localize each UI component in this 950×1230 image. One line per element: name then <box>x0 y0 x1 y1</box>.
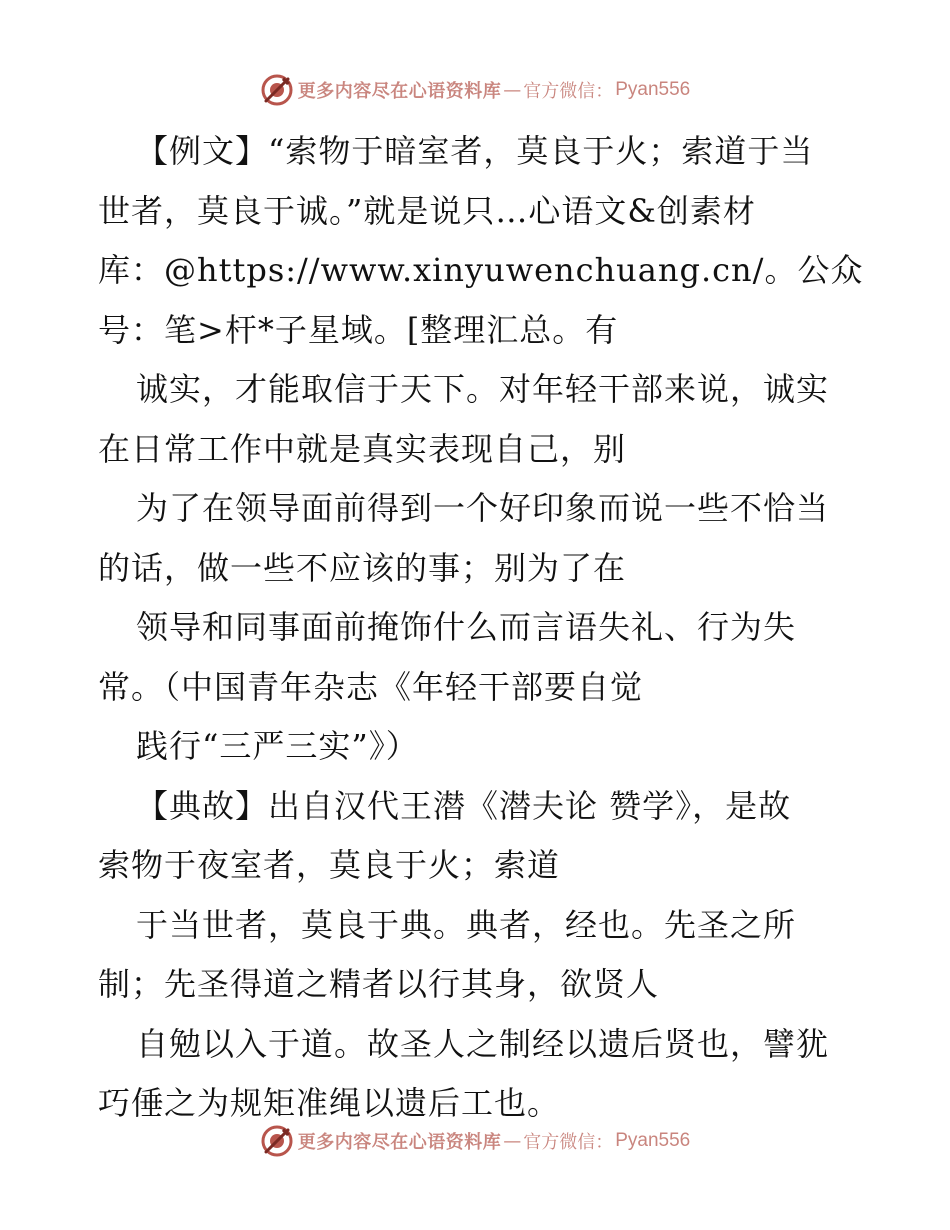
text-line: 巧倕之为规矩准绳以遗后工也。 <box>98 1084 561 1122</box>
text-line: 库：@https://www.xinyuwenchuang.cn/。公众 <box>98 251 864 289</box>
banner-text: 更多内容尽在心语资料库 <box>297 1132 502 1153</box>
banner-text: 更多内容尽在心语资料库 <box>297 81 502 102</box>
text-line: 诚实，才能取信于天下。对年轻干部来说，诚实 <box>136 370 830 408</box>
text-line: 为了在领导面前得到一个好印象而说一些不恰当 <box>136 489 830 527</box>
pen-logo-icon <box>260 1124 294 1158</box>
document-body <box>98 122 864 1134</box>
banner-wechat-id: Pyan556 <box>615 79 691 100</box>
banner-wechat-label: 官方微信： <box>523 81 614 102</box>
text-line: 世者，莫良于诚。”就是说只…心语文&创素材 <box>98 191 756 230</box>
text-line: 索物于夜室者，莫良于火；索道 <box>98 846 561 884</box>
text-line: 号：笔>杆*子星域。[整理汇总。有 <box>98 310 619 349</box>
pen-logo-icon <box>260 73 294 107</box>
footer-banner <box>0 1121 950 1161</box>
text-line: 自勉以入于道。故圣人之制经以遗后贤也，譬犹 <box>136 1024 830 1063</box>
text-line: 【例文】“索物于暗室者，莫良于火；索道于当 <box>136 132 814 170</box>
banner-wechat-label: 官方微信： <box>523 1132 614 1153</box>
text-line: 的话，做一些不应该的事；别为了在 <box>98 548 627 587</box>
text-line: 制；先圣得道之精者以行其身，欲贤人 <box>98 965 660 1003</box>
text-line: 领导和同事面前掩饰什么而言语失礼、行为失 <box>136 608 797 646</box>
header-banner <box>0 70 950 110</box>
banner-wechat-id: Pyan556 <box>615 1130 691 1151</box>
banner-separator: — <box>503 79 522 101</box>
text-line: 在日常工作中就是真实表现自己，别 <box>98 429 627 468</box>
text-line: 践行“三严三实”》） <box>136 727 419 765</box>
text-line: 常。（中国青年杂志《年轻干部要自觉 <box>98 667 644 706</box>
text-line: 于当世者，莫良于典。典者，经也。先圣之所 <box>136 905 797 944</box>
banner-separator: — <box>503 1130 522 1152</box>
text-line: 【典故】出自汉代王潜《潜夫论 赞学》，是故 <box>136 786 792 825</box>
